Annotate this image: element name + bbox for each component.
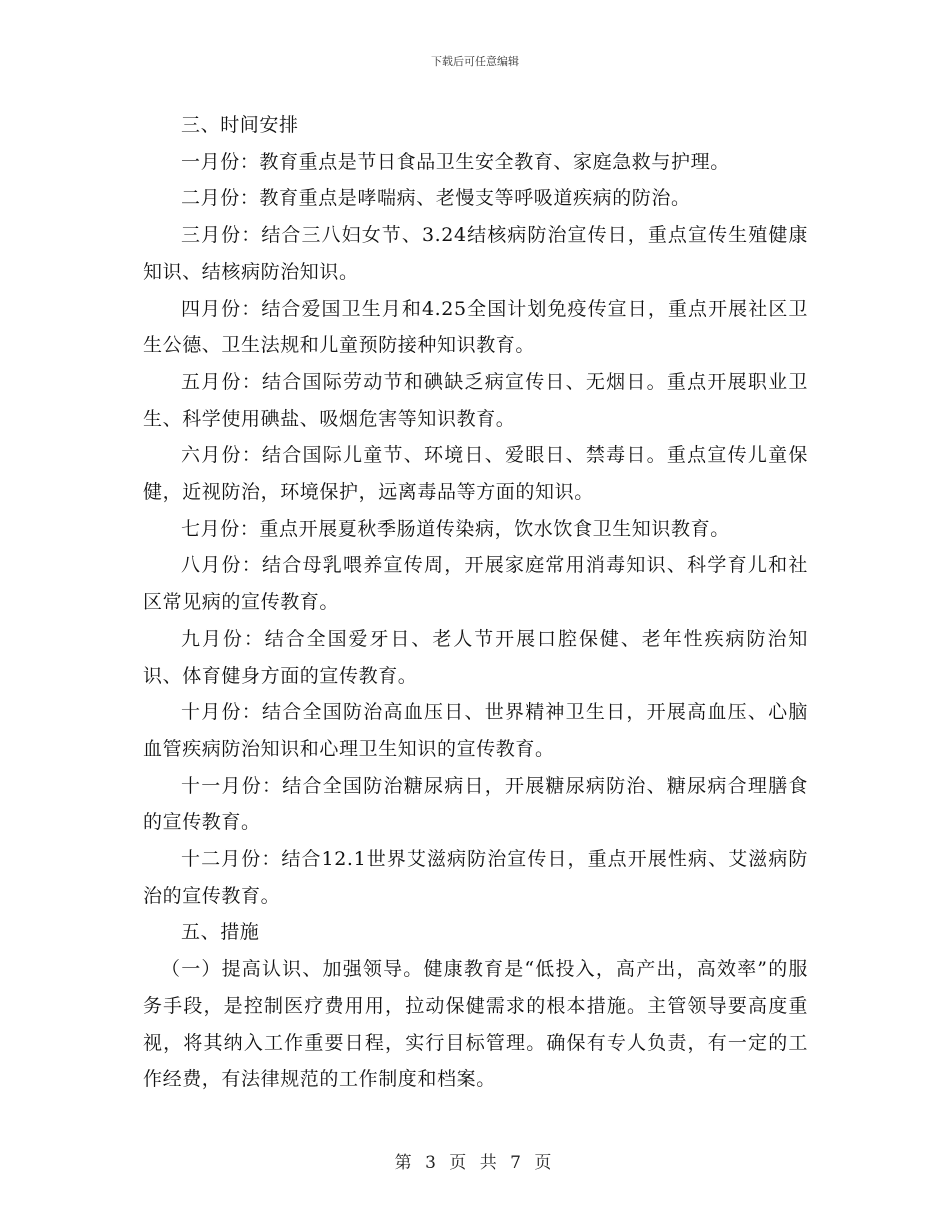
document-body	[143, 107, 808, 1098]
section-heading-schedule: 三、时间安排	[181, 114, 299, 136]
paragraph-may: 五月份：结合国际劳动节和碘缺乏病宣传日、无烟日。重点开展职业卫生、科学使用碘盐、吸烟危害等知识教育。	[143, 370, 808, 430]
paragraph-july: 七月份：重点开展夏秋季肠道传染病，饮水饮食卫生知识教育。	[181, 517, 730, 540]
paragraph-march: 三月份：结合三八妇女节、3.24结核病防治宣传日，重点宣传生殖健康知识、结核病防治知识。	[143, 224, 808, 283]
paragraph-april: 四月份：结合爱国卫生月和4.25全国计划免疫传宣日，重点开展社区卫生公德、卫生法规和儿童预防接种知识教育。	[143, 297, 808, 357]
page-header: 下载后可任意编辑	[431, 55, 519, 68]
paragraph-february: 二月份：教育重点是哮喘病、老慢支等呼吸道疾病的防治。	[181, 187, 691, 210]
section-heading-measures: 五、措施	[181, 921, 260, 944]
paragraph-august: 八月份：结合母乳喂养宣传周，开展家庭常用消毒知识、科学育儿和社区常见病的宣传教育。	[143, 554, 808, 614]
page-number: 第 3 页 共 7 页	[394, 1153, 556, 1173]
paragraph-september: 九月份：结合全国爱牙日、老人节开展口腔保健、老年性疾病防治知识、体育健身方面的宣传教育。	[143, 627, 808, 687]
paragraph-june: 六月份：结合国际儿童节、环境日、爱眼日、禁毒日。重点宣传儿童保健，近视防治，环境保护，远离毒品等方面的知识。	[143, 444, 808, 504]
paragraph-december: 十二月份：结合12.1世界艾滋病防治宣传日，重点开展性病、艾滋病防治的宣传教育。	[143, 848, 808, 907]
paragraph-november: 十一月份：结合全国防治糖尿病日，开展糖尿病防治、糖尿病合理膳食的宣传教育。	[143, 774, 808, 834]
paragraph-january: 一月份：教育重点是节日食品卫生安全教育、家庭急救与护理。	[181, 150, 730, 173]
paragraph-measure-one: （一）提高认识、加强领导。健康教育是“低投入，高产出，高效率”的服务手段，是控制医疗费用用，拉动保健需求的根本措施。主管领导要高度重视，将其纳入工作重要日程，实行目标管理。确保有专人负责，有一定的工作经费，有法律规范的工作制度和档案。	[143, 958, 808, 1091]
paragraph-october: 十月份：结合全国防治高血压日、世界精神卫生日，开展高血压、心脑血管疾病防治知识和心理卫生知识的宣传教育。	[143, 701, 808, 760]
